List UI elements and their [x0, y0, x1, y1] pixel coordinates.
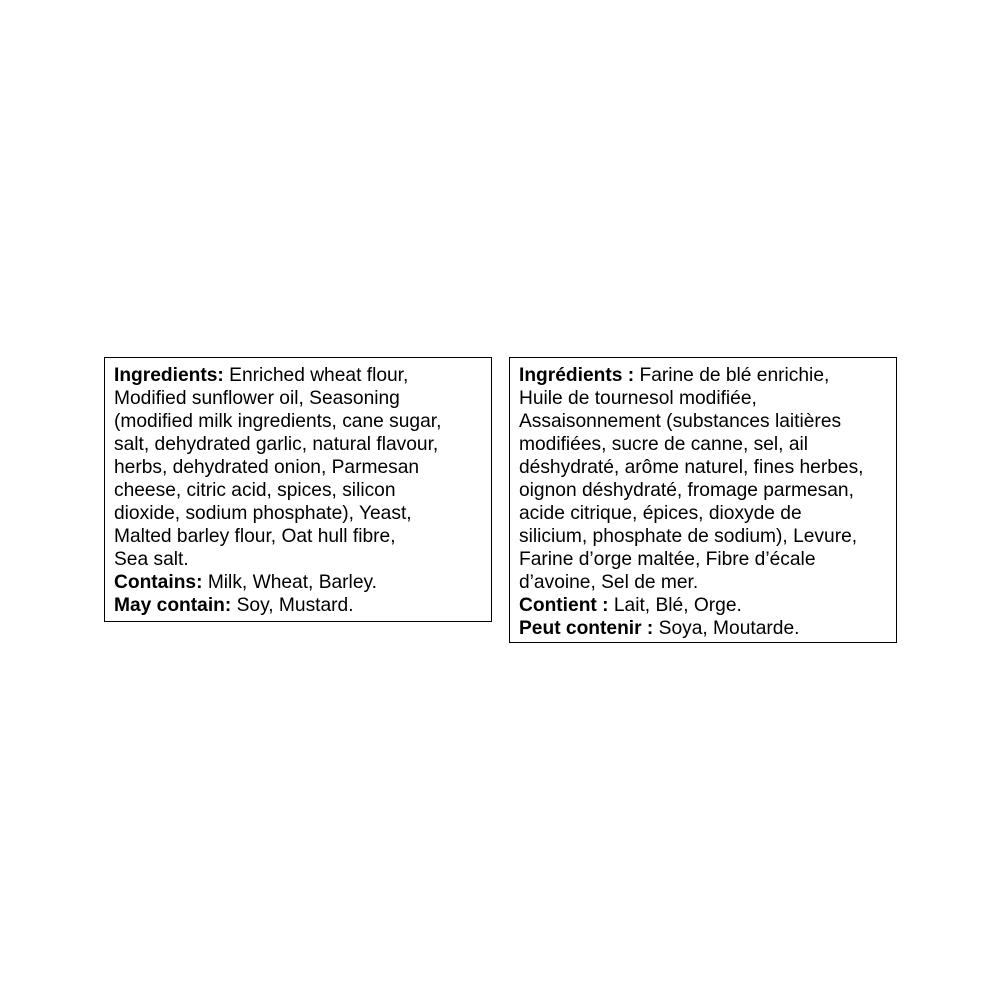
contains-label: Contains:: [114, 572, 203, 593]
french-ingredients-panel: [509, 357, 897, 643]
may-contain-label: May contain:: [114, 595, 232, 616]
ingredients-line: Assaisonnement (substances laitières: [519, 411, 842, 432]
ingredients-line: silicium, phosphate de sodium), Levure,: [519, 526, 858, 547]
ingredients-line: [114, 364, 483, 387]
english-ingredients-panel: [104, 357, 492, 622]
may-contain-text: Soya, Moutarde.: [653, 618, 800, 639]
contains-text: Lait, Blé, Orge.: [608, 595, 742, 616]
contains-label: Contient :: [519, 595, 609, 616]
ingredients-line: Sea salt.: [114, 549, 189, 570]
contains-text: Milk, Wheat, Barley.: [202, 572, 377, 593]
ingredients-line: acide citrique, épices, dioxyde de: [519, 503, 802, 524]
ingredients-line: Malted barley flour, Oat hull fibre,: [114, 526, 396, 547]
ingredients-line: salt, dehydrated garlic, natural flavour,: [114, 434, 439, 455]
ingredients-line: cheese, citric acid, spices, silicon: [114, 480, 396, 501]
may-contain-line: [114, 594, 483, 617]
may-contain-text: Soy, Mustard.: [231, 595, 354, 616]
ingredients-line: (modified milk ingredients, cane sugar,: [114, 411, 442, 432]
ingredients-line: d’avoine, Sel de mer.: [519, 572, 699, 593]
ingredients-label: Ingrédients :: [519, 365, 635, 386]
contains-line: [114, 571, 483, 594]
ingredients-line: [519, 364, 888, 387]
ingredients-line: Farine d’orge maltée, Fibre d’écale: [519, 549, 816, 570]
ingredients-line: herbs, dehydrated onion, Parmesan: [114, 457, 420, 478]
ingredients-line: modifiées, sucre de canne, sel, ail: [519, 434, 809, 455]
ingredients-line: Huile de tournesol modifiée,: [519, 388, 757, 409]
ingredients-text: Farine de blé enrichie,: [634, 365, 830, 386]
may-contain-label: Peut contenir :: [519, 618, 654, 639]
ingredients-label: Ingredients:: [114, 365, 224, 386]
ingredients-text: Enriched wheat flour,: [223, 365, 409, 386]
ingredients-line: déshydraté, arôme naturel, fines herbes,: [519, 457, 864, 478]
ingredients-line: oignon déshydraté, fromage parmesan,: [519, 480, 854, 501]
ingredients-line: dioxide, sodium phosphate), Yeast,: [114, 503, 412, 524]
contains-line: [519, 594, 888, 617]
ingredients-line: Modified sunflower oil, Seasoning: [114, 388, 400, 409]
may-contain-line: [519, 617, 888, 640]
